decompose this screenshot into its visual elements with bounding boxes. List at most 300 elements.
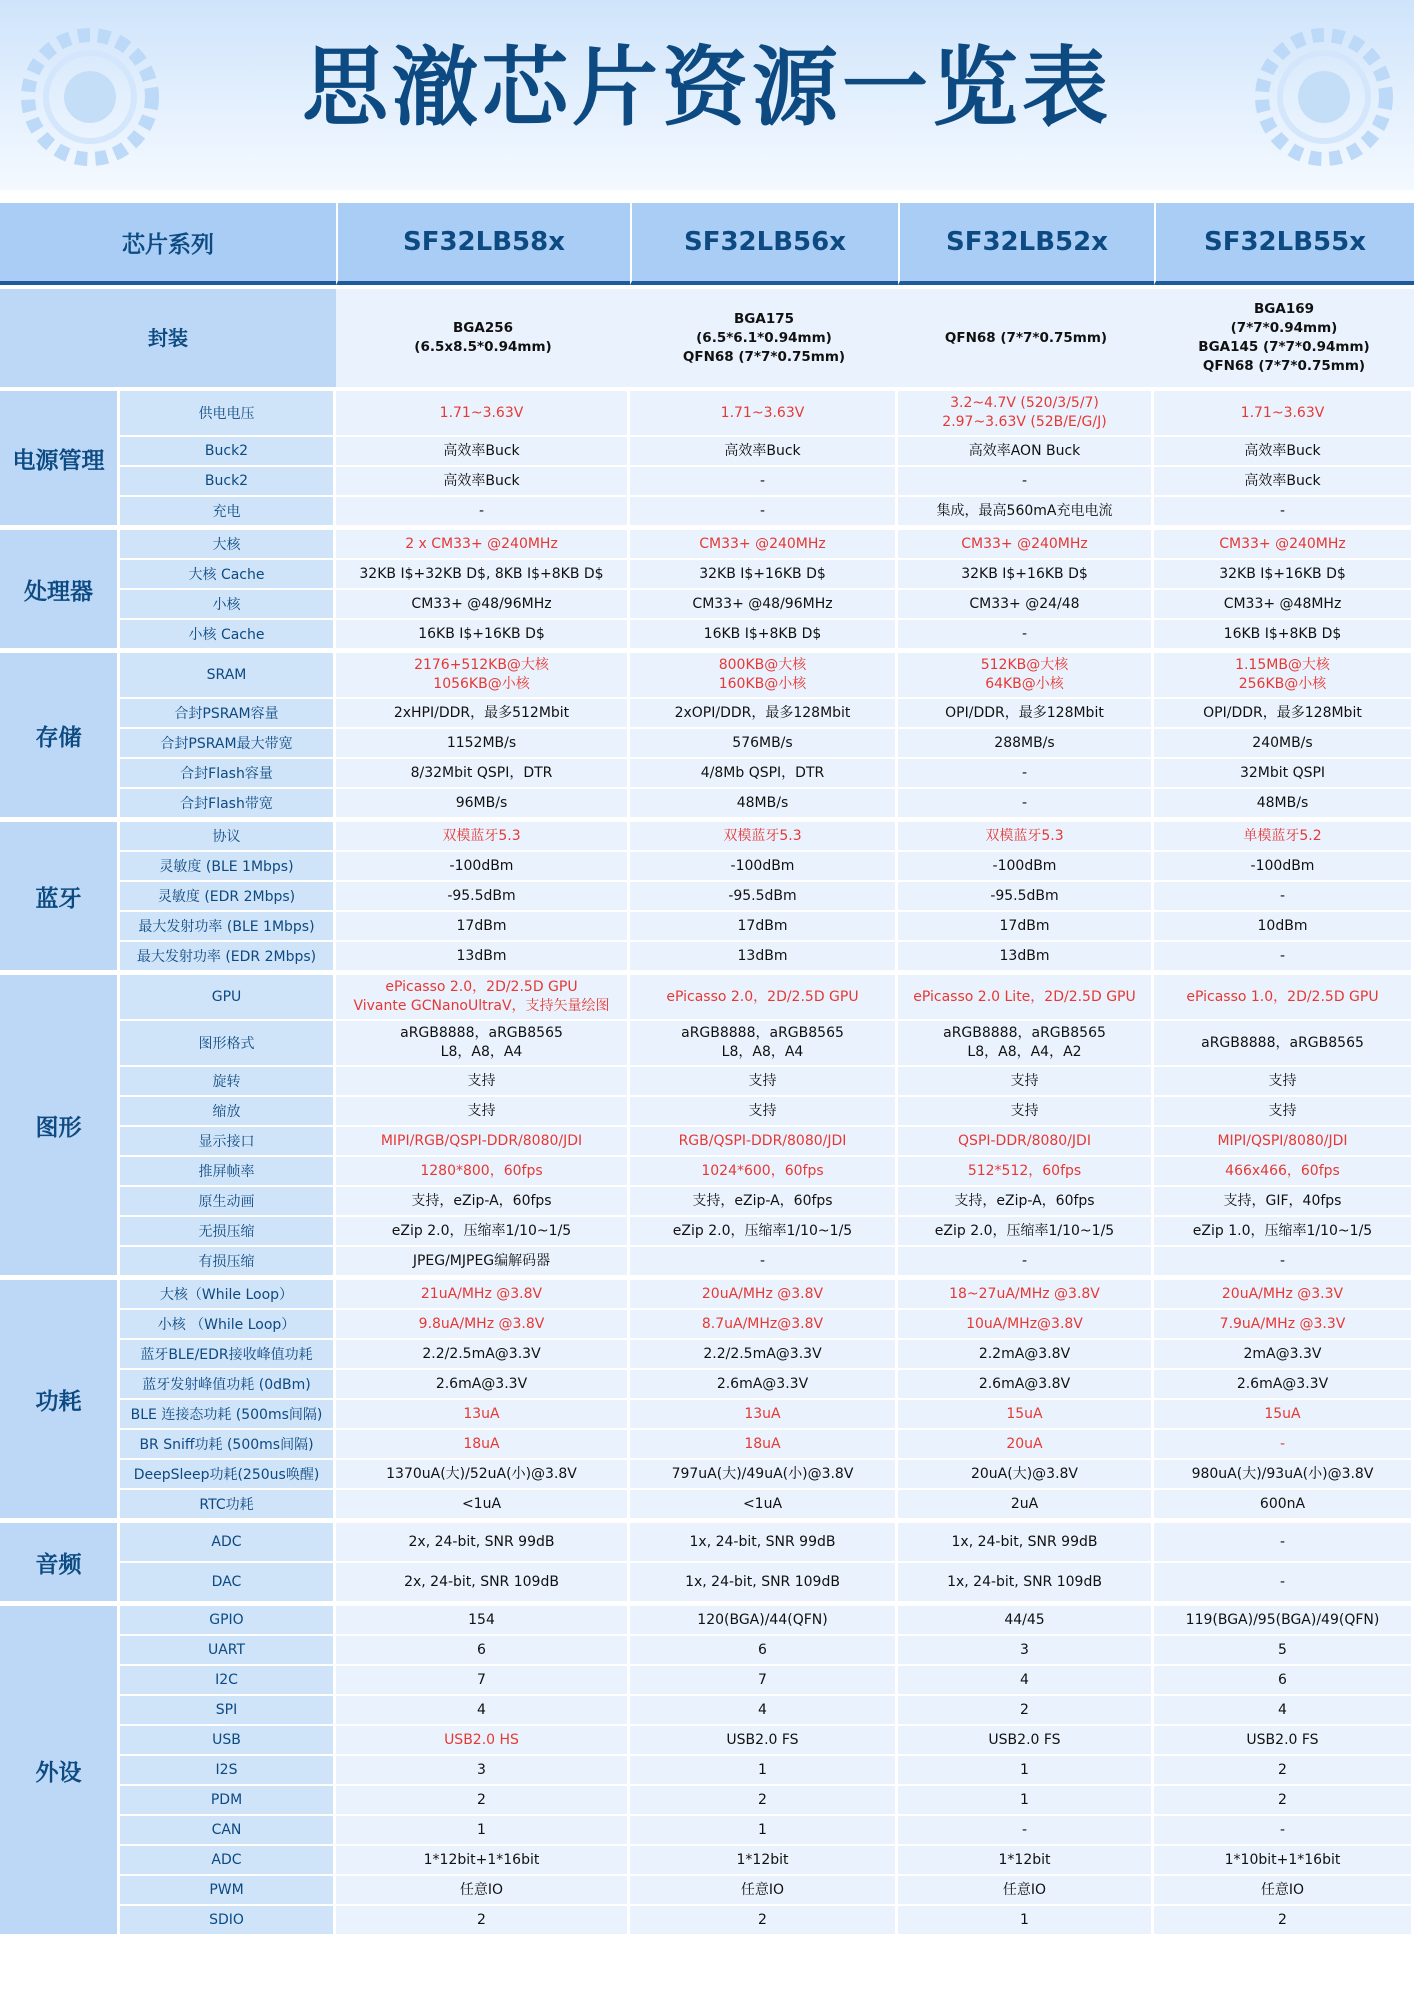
table-row bbox=[0, 620, 1414, 653]
value-line: ePicasso 1.0，2D/2.5D GPU bbox=[1186, 988, 1379, 1005]
value-cell bbox=[898, 1696, 1154, 1726]
value-line: 5 bbox=[1278, 1641, 1287, 1658]
value-cell bbox=[1154, 1696, 1414, 1726]
value-cell bbox=[630, 1247, 898, 1280]
value-line: 2 bbox=[477, 1911, 486, 1928]
value-line: 20uA bbox=[1006, 1435, 1043, 1452]
value-line: 48MB/s bbox=[736, 794, 789, 811]
value-line: 3 bbox=[477, 1761, 486, 1778]
value-cell bbox=[1154, 1756, 1414, 1786]
value-line: L8，A8，A4 bbox=[721, 1044, 804, 1060]
row-label: ADC bbox=[120, 1846, 336, 1876]
value-cell bbox=[336, 590, 630, 620]
value-line: - bbox=[1021, 794, 1028, 811]
table-row bbox=[0, 653, 1414, 699]
table-row bbox=[0, 530, 1414, 560]
row-label: 大核 Cache bbox=[120, 560, 336, 590]
value-cell bbox=[630, 497, 898, 530]
package-cell: QFN68 (7*7*0.75mm) bbox=[898, 289, 1154, 387]
value-cell bbox=[898, 1636, 1154, 1666]
value-line: 18~27uA/MHz @3.8V bbox=[949, 1285, 1100, 1302]
value-line: 2 bbox=[1020, 1701, 1029, 1718]
value-cell bbox=[630, 1523, 898, 1563]
table-row bbox=[0, 942, 1414, 975]
row-label: 无损压缩 bbox=[120, 1217, 336, 1247]
table-row bbox=[0, 789, 1414, 822]
value-line: 15uA bbox=[1264, 1405, 1301, 1422]
value-line: 2 bbox=[758, 1911, 767, 1928]
value-cell bbox=[1154, 653, 1414, 699]
row-label: 蓝牙BLE/EDR接收峰值功耗 bbox=[120, 1340, 336, 1370]
value-cell bbox=[1154, 1310, 1414, 1340]
value-line: 1*10bit+1*16bit bbox=[1224, 1851, 1341, 1868]
value-cell bbox=[898, 1127, 1154, 1157]
row-label: 原生动画 bbox=[120, 1187, 336, 1217]
row-label: ADC bbox=[120, 1523, 336, 1563]
value-line: 集成，最高560mA充电电流 bbox=[936, 502, 1113, 519]
table-row bbox=[0, 1460, 1414, 1490]
value-cell bbox=[336, 789, 630, 822]
value-cell bbox=[630, 560, 898, 590]
value-cell bbox=[898, 1370, 1154, 1400]
value-line: 支持，eZip-A，60fps bbox=[411, 1192, 552, 1209]
value-cell bbox=[630, 1280, 898, 1310]
value-line: - bbox=[1021, 1821, 1028, 1838]
value-line: 18uA bbox=[463, 1435, 500, 1452]
row-label: RTC功耗 bbox=[120, 1490, 336, 1523]
value-cell bbox=[336, 729, 630, 759]
table-row bbox=[0, 1097, 1414, 1127]
table-row bbox=[0, 497, 1414, 530]
row-label: GPU bbox=[120, 975, 336, 1021]
value-line: 7 bbox=[758, 1671, 767, 1688]
value-cell bbox=[630, 1906, 898, 1939]
value-line: aRGB8888，aRGB8565 bbox=[1201, 1034, 1364, 1051]
value-cell bbox=[336, 1370, 630, 1400]
value-cell bbox=[898, 912, 1154, 942]
value-cell bbox=[898, 1786, 1154, 1816]
value-cell bbox=[898, 1247, 1154, 1280]
row-label: BR Sniff功耗 (500ms间隔) bbox=[120, 1430, 336, 1460]
value-cell bbox=[630, 1846, 898, 1876]
value-line: 支持 bbox=[1268, 1102, 1297, 1119]
value-cell bbox=[336, 1876, 630, 1906]
value-line: 高效率Buck bbox=[1244, 472, 1321, 489]
value-line: -100dBm bbox=[449, 857, 514, 874]
value-line: - bbox=[1279, 1435, 1286, 1452]
value-line: L8，A8，A4，A2 bbox=[967, 1044, 1082, 1060]
value-line: 支持 bbox=[1010, 1102, 1039, 1119]
value-line: 1 bbox=[758, 1761, 767, 1778]
value-line: 2 bbox=[1278, 1911, 1287, 1928]
value-line: 支持 bbox=[1268, 1072, 1297, 1089]
value-cell bbox=[1154, 759, 1414, 789]
value-line: 2.2mA@3.8V bbox=[978, 1345, 1071, 1362]
value-cell bbox=[336, 1906, 630, 1939]
value-cell bbox=[630, 1786, 898, 1816]
value-line: 2.6mA@3.3V bbox=[435, 1375, 528, 1392]
value-line: 2mA@3.3V bbox=[1243, 1345, 1322, 1362]
value-cell bbox=[898, 497, 1154, 530]
value-cell bbox=[336, 1816, 630, 1846]
value-line: 1 bbox=[477, 1821, 486, 1838]
value-line: 1x, 24-bit, SNR 99dB bbox=[689, 1533, 836, 1550]
table-row bbox=[0, 1846, 1414, 1876]
row-label: DAC bbox=[120, 1563, 336, 1606]
row-label: PDM bbox=[120, 1786, 336, 1816]
table-header-row bbox=[0, 203, 1414, 285]
header-chip: SF32LB52x bbox=[898, 203, 1154, 285]
value-line: 256KB@小核 bbox=[1238, 676, 1327, 692]
value-cell bbox=[630, 759, 898, 789]
value-line: 17dBm bbox=[999, 917, 1050, 934]
category-label: 存储 bbox=[0, 653, 120, 822]
value-cell bbox=[336, 1666, 630, 1696]
value-line: 154 bbox=[468, 1611, 495, 1628]
value-cell bbox=[898, 1816, 1154, 1846]
value-line: USB2.0 FS bbox=[726, 1731, 799, 1748]
value-cell bbox=[898, 822, 1154, 852]
value-cell bbox=[336, 467, 630, 497]
table-row bbox=[0, 1490, 1414, 1523]
value-line: - bbox=[1279, 1573, 1286, 1590]
value-cell bbox=[898, 1217, 1154, 1247]
value-cell bbox=[630, 1563, 898, 1606]
value-cell bbox=[1154, 497, 1414, 530]
row-label: SPI bbox=[120, 1696, 336, 1726]
row-label: 显示接口 bbox=[120, 1127, 336, 1157]
value-cell bbox=[898, 560, 1154, 590]
package-row bbox=[0, 289, 1414, 387]
value-cell bbox=[630, 1157, 898, 1187]
row-label: 小核 Cache bbox=[120, 620, 336, 653]
row-label: 合封PSRAM容量 bbox=[120, 699, 336, 729]
table-row bbox=[0, 1606, 1414, 1636]
row-label: I2S bbox=[120, 1756, 336, 1786]
value-cell bbox=[1154, 1460, 1414, 1490]
value-cell bbox=[336, 1606, 630, 1636]
value-line: CM33+ @240MHz bbox=[961, 535, 1088, 552]
value-line: 1x, 24-bit, SNR 99dB bbox=[951, 1533, 1098, 1550]
value-cell bbox=[336, 1786, 630, 1816]
value-line: 20uA(大)@3.8V bbox=[970, 1465, 1079, 1482]
value-line: 8.7uA/MHz@3.8V bbox=[701, 1315, 824, 1332]
row-label: 协议 bbox=[120, 822, 336, 852]
category-label: 音频 bbox=[0, 1523, 120, 1606]
value-line: 96MB/s bbox=[455, 794, 508, 811]
value-line: 44/45 bbox=[1004, 1611, 1045, 1628]
value-line: 17dBm bbox=[456, 917, 507, 934]
value-cell bbox=[1154, 1846, 1414, 1876]
value-cell bbox=[630, 1696, 898, 1726]
value-cell bbox=[898, 1523, 1154, 1563]
category-label: 外设 bbox=[0, 1606, 120, 1939]
table-row bbox=[0, 729, 1414, 759]
value-cell bbox=[1154, 1187, 1414, 1217]
value-cell bbox=[336, 942, 630, 975]
row-label: CAN bbox=[120, 1816, 336, 1846]
row-label: SDIO bbox=[120, 1906, 336, 1939]
value-cell bbox=[336, 1217, 630, 1247]
value-line: 1056KB@小核 bbox=[433, 676, 530, 692]
table-row bbox=[0, 1340, 1414, 1370]
value-line: 1 bbox=[1020, 1911, 1029, 1928]
value-line: 2.2/2.5mA@3.3V bbox=[422, 1345, 541, 1362]
row-label: 小核 bbox=[120, 590, 336, 620]
table-row bbox=[0, 1816, 1414, 1846]
value-cell bbox=[898, 1280, 1154, 1310]
value-line: - bbox=[1021, 1252, 1028, 1269]
row-label: Buck2 bbox=[120, 467, 336, 497]
value-line: 2 bbox=[477, 1791, 486, 1808]
table-row bbox=[0, 1067, 1414, 1097]
value-line: 2x, 24-bit, SNR 99dB bbox=[408, 1533, 555, 1550]
value-cell bbox=[336, 1340, 630, 1370]
row-label: SRAM bbox=[120, 653, 336, 699]
value-cell bbox=[1154, 1563, 1414, 1606]
value-line: 2.6mA@3.3V bbox=[716, 1375, 809, 1392]
value-cell bbox=[898, 1876, 1154, 1906]
value-cell bbox=[630, 1097, 898, 1127]
value-line: 13uA bbox=[463, 1405, 500, 1422]
value-cell bbox=[336, 975, 630, 1021]
value-cell bbox=[1154, 822, 1414, 852]
package-label: 封装 bbox=[0, 289, 336, 387]
value-cell bbox=[1154, 1370, 1414, 1400]
value-cell bbox=[336, 1310, 630, 1340]
category-label: 图形 bbox=[0, 975, 120, 1280]
value-cell bbox=[898, 975, 1154, 1021]
value-line: 双模蓝牙5.3 bbox=[985, 827, 1064, 844]
value-line: 1*12bit bbox=[998, 1851, 1051, 1868]
header-chip: SF32LB58x bbox=[336, 203, 630, 285]
value-cell bbox=[336, 852, 630, 882]
value-line: 支持，eZip-A，60fps bbox=[954, 1192, 1095, 1209]
value-cell bbox=[336, 1523, 630, 1563]
table-row bbox=[0, 467, 1414, 497]
value-cell bbox=[630, 1756, 898, 1786]
row-label: 有损压缩 bbox=[120, 1247, 336, 1280]
value-line: 1*12bit bbox=[736, 1851, 789, 1868]
value-line: 7 bbox=[477, 1671, 486, 1688]
value-cell bbox=[630, 1490, 898, 1523]
value-cell bbox=[898, 653, 1154, 699]
table-row bbox=[0, 1756, 1414, 1786]
value-cell bbox=[630, 1726, 898, 1756]
value-cell bbox=[630, 1187, 898, 1217]
value-line: - bbox=[1279, 502, 1286, 519]
value-line: 15uA bbox=[1006, 1405, 1043, 1422]
value-line: 2xOPI/DDR，最多128Mbit bbox=[674, 704, 851, 721]
value-cell bbox=[1154, 1490, 1414, 1523]
value-line: 6 bbox=[477, 1641, 486, 1658]
value-cell bbox=[1154, 1217, 1414, 1247]
value-cell bbox=[1154, 530, 1414, 560]
value-line: 240MB/s bbox=[1252, 734, 1313, 751]
value-line: 高效率AON Buck bbox=[968, 442, 1081, 459]
table-row bbox=[0, 1021, 1414, 1067]
value-cell bbox=[336, 1636, 630, 1666]
row-label: I2C bbox=[120, 1666, 336, 1696]
value-line: RGB/QSPI-DDR/8080/JDI bbox=[678, 1132, 847, 1149]
value-line: 高效率Buck bbox=[443, 472, 520, 489]
value-cell bbox=[336, 759, 630, 789]
value-cell bbox=[1154, 1523, 1414, 1563]
table-row bbox=[0, 1370, 1414, 1400]
value-cell bbox=[1154, 882, 1414, 912]
value-line: 10dBm bbox=[1257, 917, 1308, 934]
value-cell bbox=[630, 653, 898, 699]
value-line: 双模蓝牙5.3 bbox=[442, 827, 521, 844]
value-line: USB2.0 FS bbox=[1246, 1731, 1319, 1748]
row-label: 最大发射功率 (BLE 1Mbps) bbox=[120, 912, 336, 942]
value-line: 980uA(大)/93uA(小)@3.8V bbox=[1191, 1465, 1374, 1482]
value-line: 2 bbox=[758, 1791, 767, 1808]
value-line: 1370uA(大)/52uA(小)@3.8V bbox=[386, 1465, 577, 1482]
value-line: MIPI/RGB/QSPI-DDR/8080/JDI bbox=[380, 1132, 583, 1149]
value-cell bbox=[898, 437, 1154, 467]
value-cell bbox=[1154, 437, 1414, 467]
value-line: 32KB I$+16KB D$ bbox=[699, 565, 826, 582]
header-chip: SF32LB55x bbox=[1154, 203, 1414, 285]
value-line: 21uA/MHz @3.8V bbox=[420, 1285, 543, 1302]
value-cell bbox=[630, 1606, 898, 1636]
table-row bbox=[0, 590, 1414, 620]
table-row bbox=[0, 1217, 1414, 1247]
table-row bbox=[0, 852, 1414, 882]
row-label: USB bbox=[120, 1726, 336, 1756]
value-cell bbox=[336, 1067, 630, 1097]
value-cell bbox=[1154, 729, 1414, 759]
value-cell bbox=[630, 1340, 898, 1370]
value-line: 13dBm bbox=[737, 947, 788, 964]
value-cell bbox=[898, 759, 1154, 789]
value-line: 高效率Buck bbox=[1244, 442, 1321, 459]
value-cell bbox=[630, 590, 898, 620]
table-row bbox=[0, 1430, 1414, 1460]
value-cell bbox=[898, 1726, 1154, 1756]
value-line: eZip 1.0，压缩率1/10~1/5 bbox=[1192, 1222, 1373, 1239]
value-line: 20uA/MHz @3.3V bbox=[1221, 1285, 1344, 1302]
value-cell bbox=[1154, 789, 1414, 822]
value-cell bbox=[1154, 699, 1414, 729]
value-line: 4/8Mb QSPI，DTR bbox=[700, 764, 825, 781]
value-cell bbox=[898, 1906, 1154, 1939]
value-line: - bbox=[1279, 1252, 1286, 1269]
value-cell bbox=[898, 1460, 1154, 1490]
value-line: 1.15MB@大核 bbox=[1235, 657, 1330, 673]
value-cell bbox=[336, 1846, 630, 1876]
value-line: 2 bbox=[1278, 1791, 1287, 1808]
table-row bbox=[0, 1247, 1414, 1280]
value-cell bbox=[898, 882, 1154, 912]
value-cell bbox=[1154, 1400, 1414, 1430]
value-cell bbox=[630, 1666, 898, 1696]
value-cell bbox=[898, 852, 1154, 882]
value-line: 1x, 24-bit, SNR 109dB bbox=[947, 1573, 1102, 1590]
value-line: <1uA bbox=[461, 1495, 502, 1512]
value-cell bbox=[1154, 1127, 1414, 1157]
row-label: 图形格式 bbox=[120, 1021, 336, 1067]
row-label: 充电 bbox=[120, 497, 336, 530]
row-label: 合封PSRAM最大带宽 bbox=[120, 729, 336, 759]
value-cell bbox=[1154, 1430, 1414, 1460]
value-cell bbox=[898, 1756, 1154, 1786]
value-cell bbox=[336, 822, 630, 852]
value-cell bbox=[630, 1370, 898, 1400]
value-line: 1*12bit+1*16bit bbox=[423, 1851, 540, 1868]
chip-resource-table bbox=[0, 203, 1414, 1939]
value-cell bbox=[1154, 852, 1414, 882]
value-cell bbox=[898, 1400, 1154, 1430]
value-cell bbox=[898, 1097, 1154, 1127]
value-cell bbox=[1154, 1726, 1414, 1756]
value-line: - bbox=[1021, 472, 1028, 489]
row-label: PWM bbox=[120, 1876, 336, 1906]
value-line: CM33+ @48MHz bbox=[1223, 595, 1342, 612]
value-cell bbox=[630, 467, 898, 497]
row-label: 最大发射功率 (EDR 2Mbps) bbox=[120, 942, 336, 975]
table-row bbox=[0, 1127, 1414, 1157]
value-cell bbox=[630, 1021, 898, 1067]
value-line: - bbox=[1279, 1533, 1286, 1550]
value-line: 2176+512KB@大核 bbox=[414, 657, 549, 673]
value-line: 119(BGA)/95(BGA)/49(QFN) bbox=[1185, 1611, 1380, 1628]
table-row bbox=[0, 822, 1414, 852]
value-cell bbox=[336, 912, 630, 942]
table-row bbox=[0, 1696, 1414, 1726]
value-cell bbox=[1154, 467, 1414, 497]
value-line: 2 x CM33+ @240MHz bbox=[405, 535, 558, 552]
value-line: 支持 bbox=[748, 1102, 777, 1119]
value-line: 支持 bbox=[467, 1102, 496, 1119]
value-cell bbox=[1154, 1340, 1414, 1370]
value-line: 2.6mA@3.3V bbox=[1236, 1375, 1329, 1392]
value-cell bbox=[898, 467, 1154, 497]
value-cell bbox=[1154, 912, 1414, 942]
value-line: 2x, 24-bit, SNR 109dB bbox=[404, 1573, 559, 1590]
value-cell bbox=[898, 620, 1154, 653]
value-cell bbox=[630, 1127, 898, 1157]
value-line: 2xHPI/DDR，最多512Mbit bbox=[393, 704, 570, 721]
value-line: 支持，GIF，40fps bbox=[1223, 1192, 1342, 1209]
value-line: JPEG/MJPEG编解码器 bbox=[412, 1252, 551, 1269]
value-line: 7.9uA/MHz @3.3V bbox=[1219, 1315, 1346, 1332]
value-line: 512*512，60fps bbox=[967, 1162, 1082, 1179]
table-row bbox=[0, 1523, 1414, 1563]
value-cell bbox=[898, 391, 1154, 437]
value-line: - bbox=[1021, 764, 1028, 781]
row-label: BLE 连接态功耗 (500ms间隔) bbox=[120, 1400, 336, 1430]
value-cell bbox=[898, 1187, 1154, 1217]
row-label: Buck2 bbox=[120, 437, 336, 467]
value-cell bbox=[336, 1280, 630, 1310]
value-cell bbox=[336, 620, 630, 653]
value-line: 8/32Mbit QSPI，DTR bbox=[410, 764, 553, 781]
value-cell bbox=[630, 1067, 898, 1097]
table-row bbox=[0, 1400, 1414, 1430]
value-cell bbox=[336, 1247, 630, 1280]
value-cell bbox=[898, 942, 1154, 975]
value-line: 1152MB/s bbox=[446, 734, 517, 751]
value-cell bbox=[336, 1696, 630, 1726]
value-cell bbox=[898, 1606, 1154, 1636]
value-line: 支持 bbox=[467, 1072, 496, 1089]
value-line: 6 bbox=[758, 1641, 767, 1658]
value-line: - bbox=[1021, 625, 1028, 642]
value-cell bbox=[630, 530, 898, 560]
value-line: 16KB I$+16KB D$ bbox=[418, 625, 545, 642]
